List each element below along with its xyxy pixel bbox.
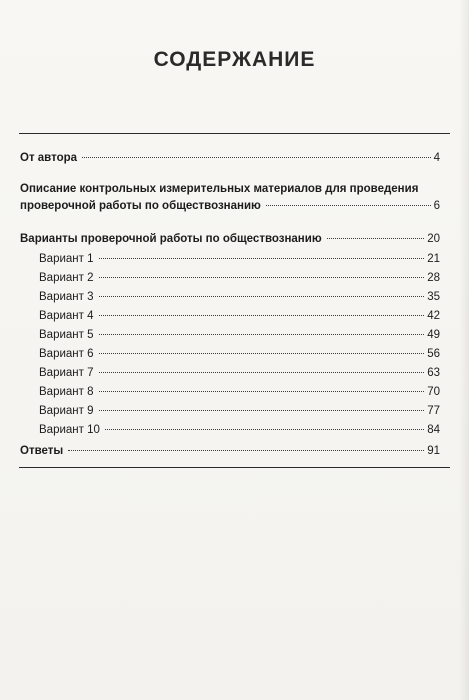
toc-entry-variant-8[interactable] <box>39 384 440 401</box>
dot-leader <box>266 205 431 206</box>
toc-page-number: 63 <box>427 367 440 379</box>
toc-entry-label: Вариант 1 <box>39 253 94 265</box>
toc-entry-label: От автора <box>20 152 78 164</box>
toc-page-number: 70 <box>427 386 440 398</box>
dot-leader <box>99 277 425 278</box>
toc-entry-variant-7[interactable] <box>39 365 440 382</box>
page-edge-shadow <box>459 0 469 700</box>
toc-entry-variant-2[interactable] <box>39 270 440 287</box>
toc-entry-label-line1: Описание контрольных измерительных материалов для проведения <box>20 183 419 195</box>
dot-leader <box>99 258 425 259</box>
toc-entry-label: Вариант 4 <box>39 310 94 322</box>
toc-entry-variant-6[interactable] <box>39 346 440 363</box>
bottom-divider <box>19 467 450 468</box>
dot-leader <box>99 296 425 297</box>
toc-entry-label: Вариант 6 <box>39 348 94 360</box>
page-title: СОДЕРЖАНИЕ <box>153 48 316 71</box>
toc-page-number: 49 <box>427 329 440 341</box>
toc-entry-label-line2: проверочной работы по обществознанию <box>20 200 261 212</box>
top-divider <box>19 133 450 134</box>
toc-entry-variant-3[interactable] <box>39 289 440 306</box>
toc-page-number: 35 <box>427 291 440 303</box>
toc-entry-variant-10[interactable] <box>39 422 440 439</box>
toc-page-number: 56 <box>427 348 440 360</box>
toc-page-number: 42 <box>427 310 440 322</box>
toc-entry-label: Ответы <box>20 445 64 457</box>
dot-leader <box>105 429 424 430</box>
toc-entry-variants[interactable] <box>20 231 440 248</box>
toc-entry-label: Вариант 5 <box>39 329 94 341</box>
dot-leader <box>99 372 425 373</box>
toc-entry-label: Вариант 3 <box>39 291 94 303</box>
toc-entry-label: Вариант 2 <box>39 272 94 284</box>
dot-leader <box>99 353 425 354</box>
toc-entry-label: Варианты проверочной работы по обществознанию <box>20 233 322 245</box>
toc-page-number: 6 <box>433 200 440 212</box>
toc-entry-author[interactable] <box>20 150 440 167</box>
toc-entry-label: Вариант 8 <box>39 386 94 398</box>
toc-page-number: 84 <box>427 424 440 436</box>
dot-leader <box>327 238 425 239</box>
toc-page-number: 77 <box>427 405 440 417</box>
toc-entry-label: Вариант 7 <box>39 367 94 379</box>
dot-leader <box>99 391 425 392</box>
dot-leader <box>99 334 425 335</box>
toc-entry-label: Вариант 10 <box>39 424 100 436</box>
toc-page-number: 4 <box>433 152 440 164</box>
toc-page-number: 28 <box>427 272 440 284</box>
toc-entry-label: Вариант 9 <box>39 405 94 417</box>
dot-leader <box>99 315 425 316</box>
dot-leader <box>68 450 424 451</box>
toc-entry-variant-1[interactable] <box>39 251 440 268</box>
dot-leader <box>99 410 425 411</box>
toc-entry-variant-4[interactable] <box>39 308 440 325</box>
toc-page-number: 20 <box>427 233 440 245</box>
toc-entry-variant-5[interactable] <box>39 327 440 344</box>
dot-leader <box>82 157 431 158</box>
toc-entry-description[interactable] <box>20 181 440 215</box>
toc-page-number: 21 <box>427 253 440 265</box>
toc-page-number: 91 <box>427 445 440 457</box>
toc-entry-variant-9[interactable] <box>39 403 440 420</box>
toc-entry-answers[interactable] <box>20 443 440 460</box>
